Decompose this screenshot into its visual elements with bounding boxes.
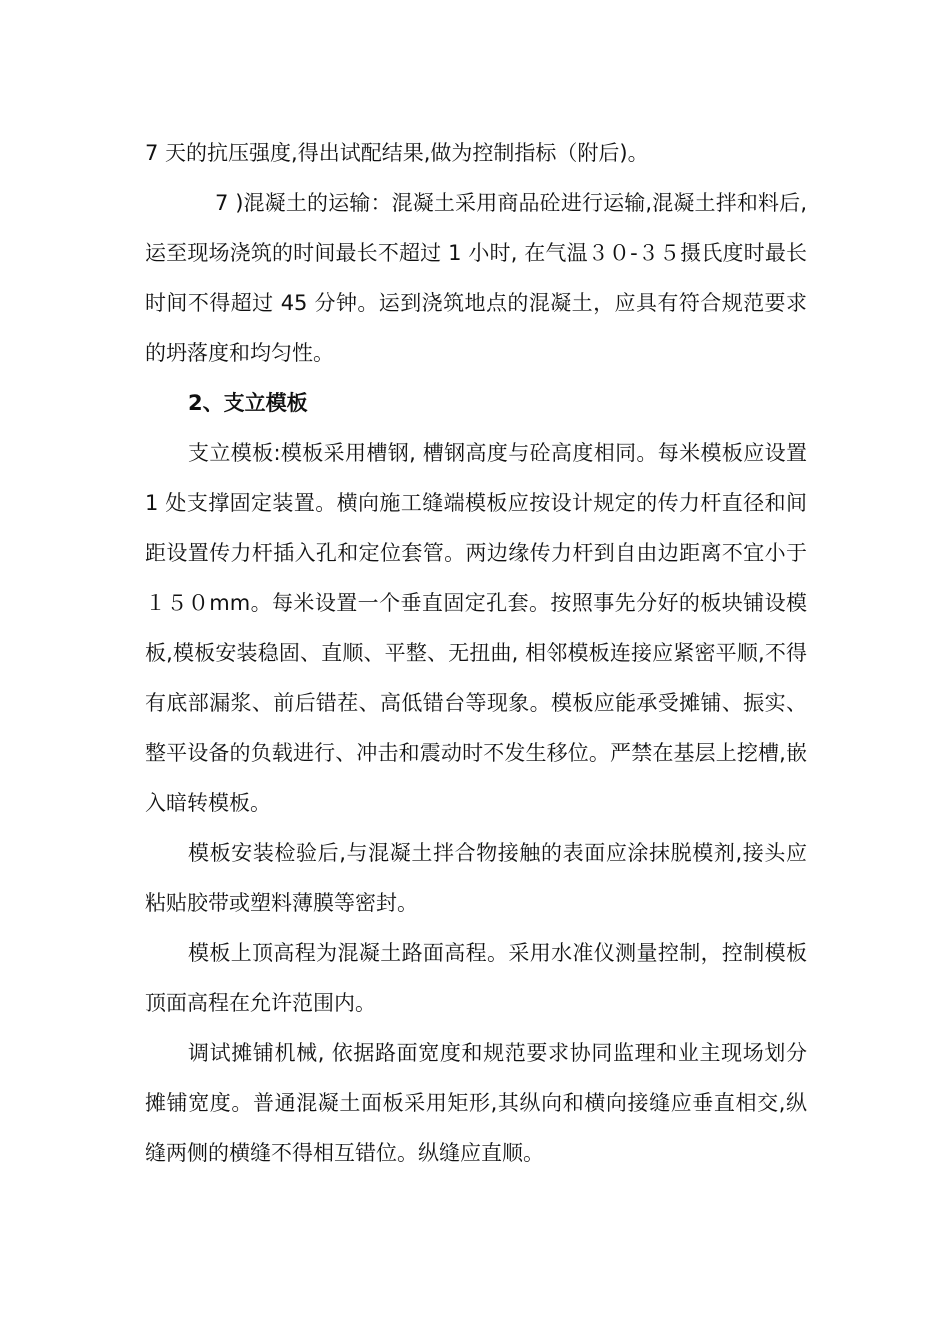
section-heading-formwork: 2、支立模板 — [188, 391, 308, 415]
paragraph-formwork-inspection: 模板安装检验后,与混凝土拌合物接触的表面应涂抹脱模剂,接头应粘贴胶带或塑料薄膜等密封。 — [145, 841, 807, 915]
paragraph-concrete-transport: 7 )混凝土的运输：混凝土采用商品砼进行运输,混凝土拌和料后, 运至现场浇筑的时间最长不超过 1 小时, 在气温３０-３５摄氏度时最长时间不得超过 45 分钟。运到浇筑地点的混凝土，应具有符合规范要求的坍落度和均匀性。 — [145, 191, 807, 365]
paragraph-strength-result: 7 天的抗压强度,得出试配结果,做为控制指标（附后)。 — [145, 141, 649, 165]
document-body — [145, 128, 807, 1178]
paragraph-formwork-setup: 支立模板:模板采用槽钢, 槽钢高度与砼高度相同。每米模板应设置 1 处支撑固定装置。横向施工缝端模板应按设计规定的传力杆直径和间距设置传力杆插入孔和定位套管。两边缘传力杆到自由边距离不宜小于１５０mm。每米设置一个垂直固定孔套。按照事先分好的板块铺设模板,模板安装稳固、直顺、平整、无扭曲, 相邻模板连接应紧密平顺,不得有底部漏浆、前后错茬、高低错台等现象。模板应能承受摊铺、振实、整平设备的负载进行、冲击和震动时不发生移位。严禁在基层上挖槽,嵌入暗转模板。 — [145, 441, 807, 815]
paragraph-formwork-elevation: 模板上顶高程为混凝土路面高程。采用水准仪测量控制，控制模板顶面高程在允许范围内。 — [145, 941, 807, 1015]
paragraph-paver-calibration: 调试摊铺机械, 依据路面宽度和规范要求协同监理和业主现场划分摊铺宽度。普通混凝土面板采用矩形,其纵向和横向接缝应垂直相交,纵缝两侧的横缝不得相互错位。纵缝应直顺。 — [145, 1041, 807, 1165]
